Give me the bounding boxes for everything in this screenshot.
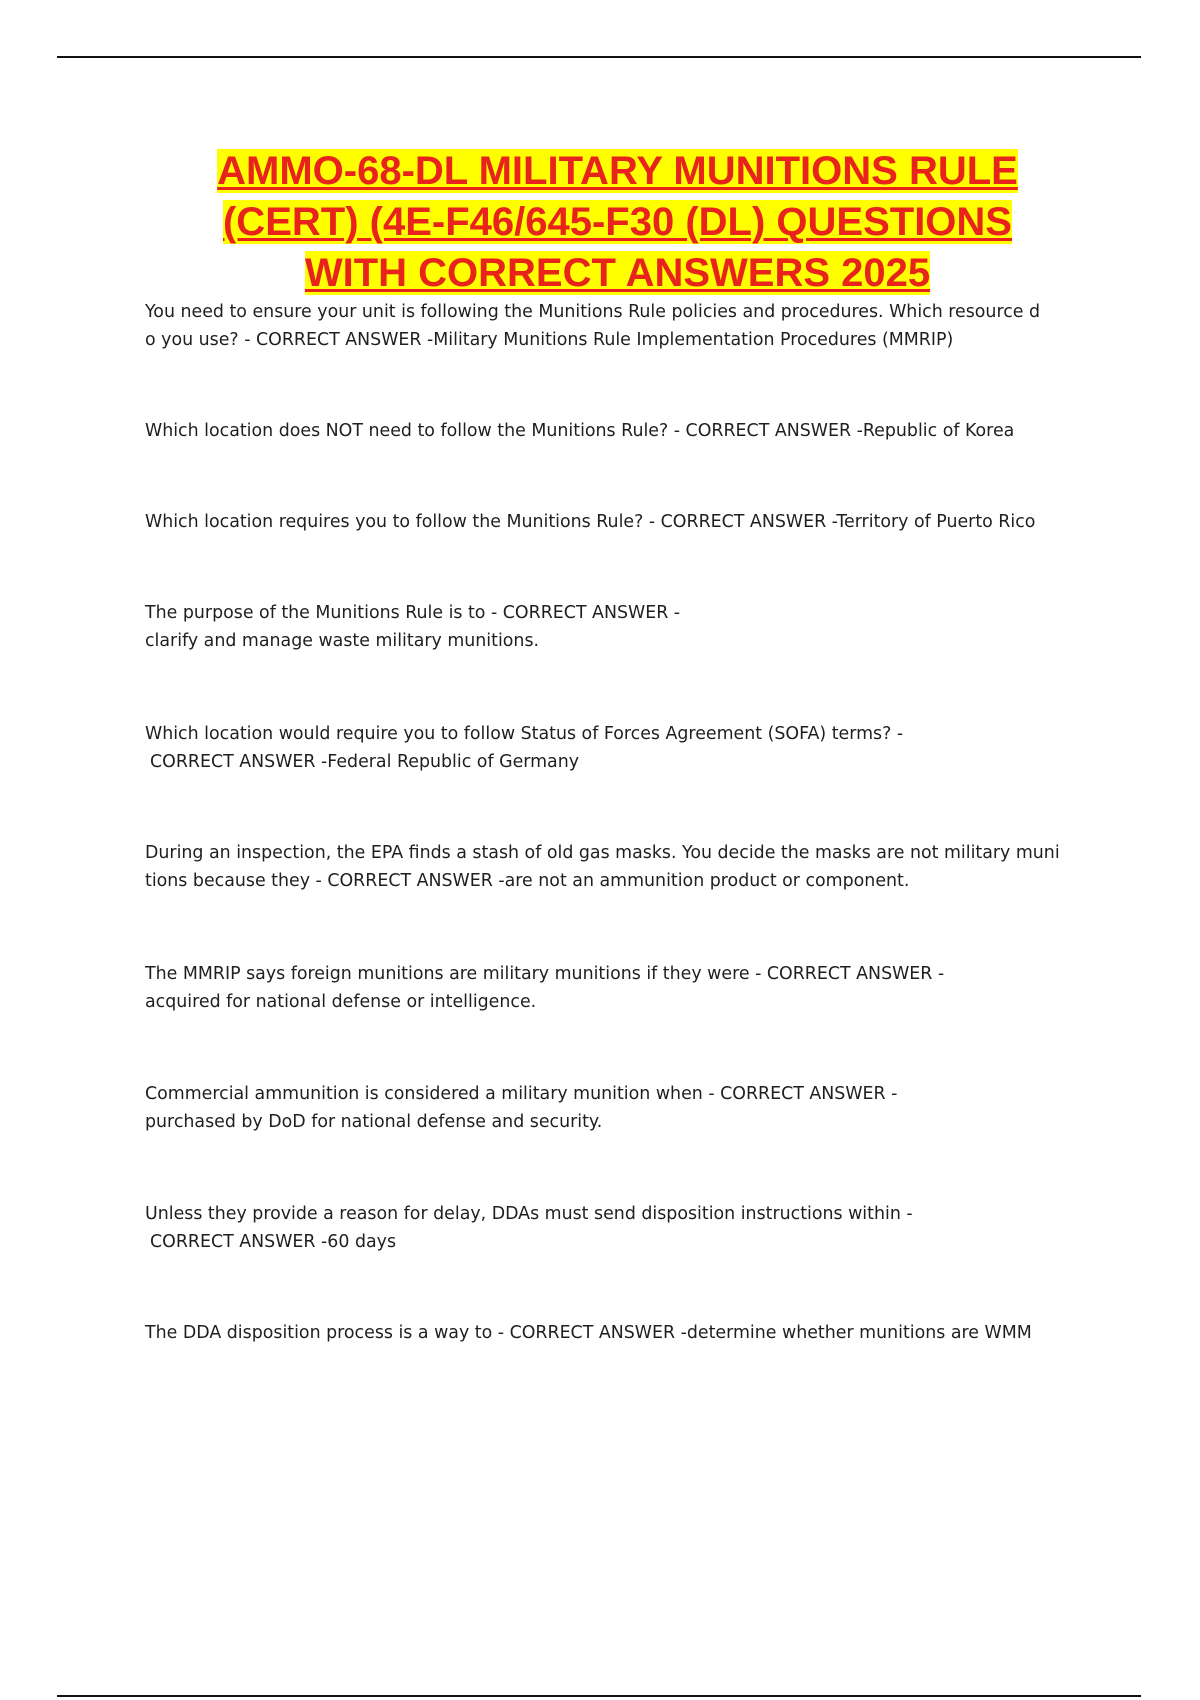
qa-line: clarify and manage waste military munitions. [145,631,540,651]
document-title [130,146,1105,299]
title-line-3: WITH CORRECT ANSWERS 2025 [304,251,931,295]
qa-line: The purpose of the Munitions Rule is to - CORRECT ANSWER - [145,603,681,623]
qa-line: Which location would require you to follow Status of Forces Agreement (SOFA) terms? - [145,724,904,744]
qa-line: tions because they - CORRECT ANSWER -are not an ammunition product or component. [145,871,910,891]
title-line-2: (CERT) (4E-F46/645-F30 (DL) QUESTIONS [222,200,1012,244]
qa-line: Which location does NOT need to follow the Munitions Rule? - CORRECT ANSWER -Republic of Korea [145,421,1015,441]
qa-line: Which location requires you to follow the Munitions Rule? - CORRECT ANSWER -Territory of Puerto Rico [145,512,1036,532]
qa-item-10 [145,1319,1032,1347]
qa-line: o you use? - CORRECT ANSWER -Military Munitions Rule Implementation Procedures (MMRIP) [145,330,954,350]
qa-line: Unless they provide a reason for delay, DDAs must send disposition instructions within - [145,1204,913,1224]
qa-line: You need to ensure your unit is following the Munitions Rule policies and procedures. Which resource d [145,302,1041,322]
qa-item-9 [145,1200,913,1256]
qa-item-3 [145,508,1035,536]
qa-line: The DDA disposition process is a way to - CORRECT ANSWER -determine whether munitions are WMM [145,1323,1032,1343]
qa-item-8 [145,1080,897,1136]
qa-item-4 [145,599,680,655]
qa-line: CORRECT ANSWER -Federal Republic of Germany [150,752,580,772]
qa-item-2 [145,417,1014,445]
qa-line: The MMRIP says foreign munitions are military munitions if they were - CORRECT ANSWER - [145,964,945,984]
qa-item-6 [145,839,1060,895]
qa-line: During an inspection, the EPA finds a stash of old gas masks. You decide the masks are not military muni [145,843,1060,863]
qa-line: Commercial ammunition is considered a military munition when - CORRECT ANSWER - [145,1084,898,1104]
qa-line: acquired for national defense or intelligence. [145,992,537,1012]
qa-item-5 [145,720,903,776]
title-line-1: AMMO-68-DL MILITARY MUNITIONS RULE [217,149,1018,193]
top-divider [57,56,1141,58]
qa-line: CORRECT ANSWER -60 days [150,1232,396,1252]
bottom-divider [57,1695,1141,1697]
qa-item-1 [145,298,1040,354]
qa-item-7 [145,960,944,1016]
qa-line: purchased by DoD for national defense and security. [145,1112,603,1132]
